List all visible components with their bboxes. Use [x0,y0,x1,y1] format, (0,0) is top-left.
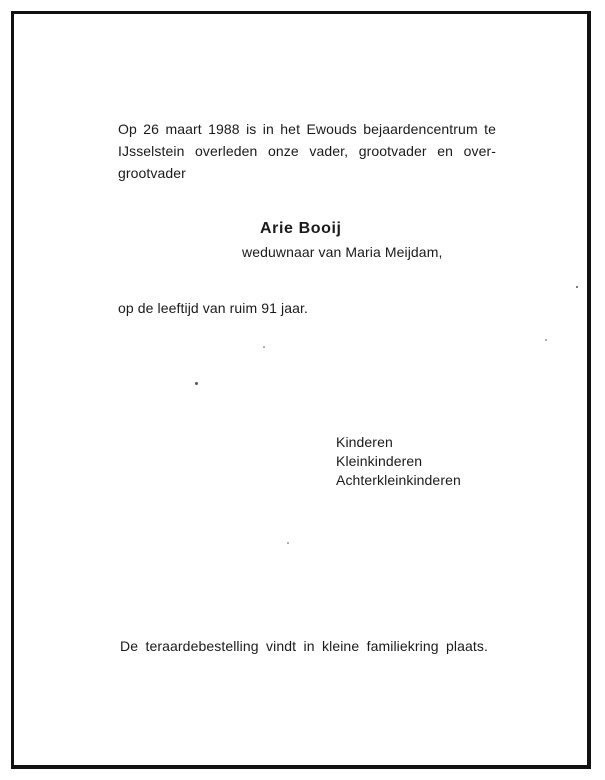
deceased-name: Arie Booij [260,220,342,237]
scan-speck [287,542,289,544]
scan-speck [545,339,547,341]
intro-paragraph [118,119,496,185]
age-line: op de leeftijd van ruim 91 jaar. [118,300,308,316]
burial-line: De teraardebestelling vindt in kleine familiekring plaats. [120,638,488,654]
scan-speck [195,382,198,385]
signatories-list [336,432,461,489]
signatory-grandchildren: Kleinkinderen [336,453,423,469]
signatory-children: Kinderen [336,434,393,450]
intro-line-2: IJsselstein overleden onze vader, grootvader en over- [118,143,496,159]
spouse-line: weduwnaar van Maria Meijdam, [242,244,443,260]
intro-line-3: grootvader [118,165,186,181]
intro-line-1: Op 26 maart 1988 is in het Ewouds bejaardencentrum te [118,121,496,137]
signatory-great-grandchildren: Achterkleinkinderen [336,472,461,488]
scan-speck [263,346,265,348]
scan-speck [576,286,578,288]
